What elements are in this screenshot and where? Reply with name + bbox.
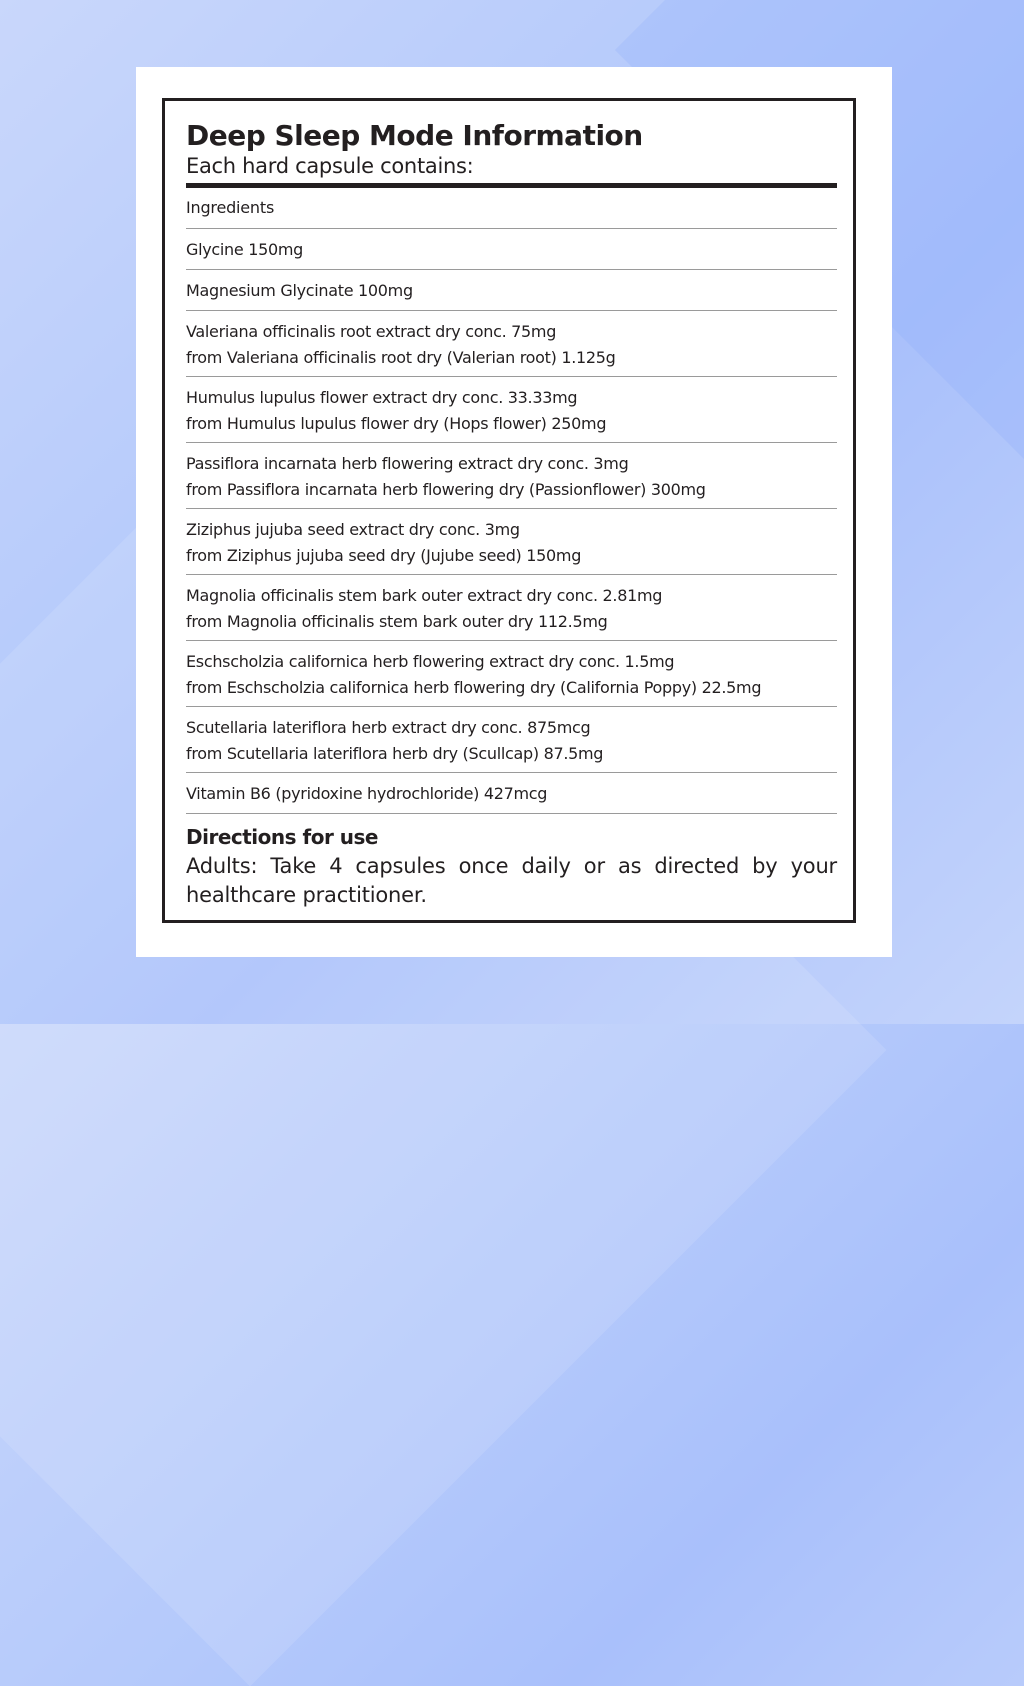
ingredients-header: Ingredients	[186, 188, 837, 229]
ingredient-line: from Magnolia officinalis stem bark outer dry 112.5mg	[186, 612, 608, 631]
ingredient-line: Valeriana officinalis root extract dry conc. 75mg	[186, 322, 557, 341]
ingredient-line: Ziziphus jujuba seed extract dry conc. 3mg	[186, 520, 520, 539]
label-subtitle: Each hard capsule contains:	[186, 154, 474, 178]
ingredient-row	[186, 270, 837, 311]
directions-text: Adults: Take 4 capsules once daily or as directed by your healthcare practitioner.	[186, 854, 837, 907]
ingredient-row	[186, 311, 837, 377]
directions-title: Directions for use	[186, 825, 378, 849]
ingredient-row	[186, 575, 837, 641]
ingredient-line: from Valeriana officinalis root dry (Valerian root) 1.125g	[186, 348, 616, 367]
ingredient-line: Glycine 150mg	[186, 240, 304, 259]
ingredient-line: from Eschscholzia californica herb flowering dry (California Poppy) 22.5mg	[186, 678, 762, 697]
ingredients-list	[186, 229, 837, 814]
ingredient-line: from Humulus lupulus flower dry (Hops flower) 250mg	[186, 414, 607, 433]
label-title: Deep Sleep Mode Information	[186, 119, 643, 152]
ingredient-line: Magnolia officinalis stem bark outer extract dry conc. 2.81mg	[186, 586, 663, 605]
ingredient-line: Eschscholzia californica herb flowering extract dry conc. 1.5mg	[186, 652, 675, 671]
ingredient-line: Scutellaria lateriflora herb extract dry conc. 875mcg	[186, 718, 591, 737]
ingredient-row	[186, 707, 837, 773]
ingredient-row	[186, 443, 837, 509]
ingredient-row	[186, 773, 837, 814]
ingredient-line: Magnesium Glycinate 100mg	[186, 281, 413, 300]
panel-content	[186, 117, 837, 910]
ingredient-line: Passiflora incarnata herb flowering extract dry conc. 3mg	[186, 454, 629, 473]
ingredient-line: from Ziziphus jujuba seed dry (Jujube seed) 150mg	[186, 546, 582, 565]
ingredient-line: from Scutellaria lateriflora herb dry (Scullcap) 87.5mg	[186, 744, 604, 763]
label-card	[136, 67, 892, 957]
ingredient-line: from Passiflora incarnata herb flowering dry (Passionflower) 300mg	[186, 480, 706, 499]
ingredient-line: Humulus lupulus flower extract dry conc. 33.33mg	[186, 388, 578, 407]
ingredient-row	[186, 377, 837, 443]
ingredient-line: Vitamin B6 (pyridoxine hydrochloride) 427mcg	[186, 784, 548, 803]
supplement-facts-panel	[162, 98, 856, 923]
ingredient-row	[186, 509, 837, 575]
ingredient-row	[186, 229, 837, 270]
ingredient-row	[186, 641, 837, 707]
